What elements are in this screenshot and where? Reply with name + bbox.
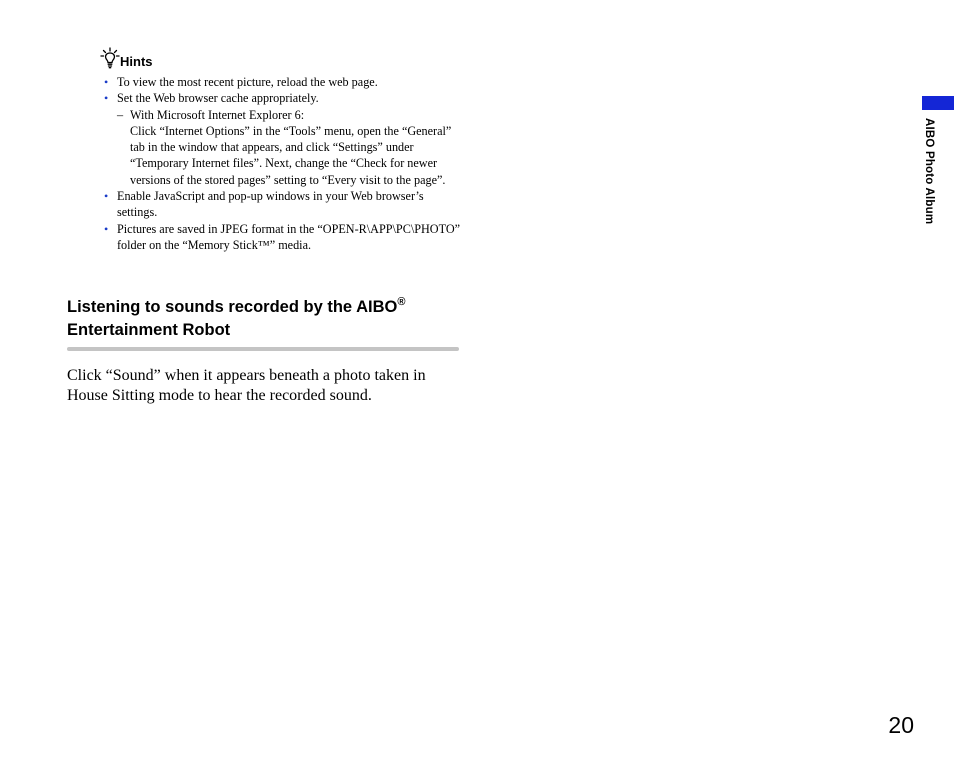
- hint-subitem-text: Click “Internet Options” in the “Tools” menu, open the “General” tab in the window that appears, and click “Settings” under “Temporary Internet files”. Next, change the “Check for newer versions of the stored pages” setting to “Every visit to the page”.: [130, 123, 452, 187]
- hint-subitem: [117, 107, 474, 188]
- hint-text: Enable JavaScript and pop-up windows in your Web browser’s settings.: [117, 189, 424, 220]
- section-body-text: Click “Sound” when it appears beneath a photo taken in House Sitting mode to hear the recorded sound.: [67, 367, 426, 404]
- side-tab-label: AIBO Photo Album: [923, 118, 935, 225]
- page-number: 20: [888, 712, 914, 738]
- hint-text: Set the Web browser cache appropriately.: [117, 91, 319, 106]
- hint-text: To view the most recent picture, reload the web page.: [117, 75, 378, 89]
- hint-item: [104, 90, 474, 188]
- hint-item: [104, 221, 462, 254]
- hints-heading: [100, 49, 153, 69]
- bullet-icon: •: [104, 221, 109, 236]
- hints-list: [104, 74, 474, 253]
- hint-item: [104, 74, 474, 90]
- section-title-part1: Listening to sounds recorded by the AIBO: [67, 298, 398, 316]
- lightbulb-hint-icon: [100, 47, 120, 69]
- section-heading: [67, 296, 467, 342]
- bullet-icon: •: [104, 189, 109, 204]
- bullet-icon: •: [104, 75, 109, 89]
- section-title-part2: Entertainment Robot: [67, 321, 231, 339]
- dash-marker: –: [117, 107, 124, 122]
- hint-subitem-label: With Microsoft Internet Explorer 6:: [130, 107, 305, 122]
- hint-text: Pictures are saved in JPEG format in the “OPEN-R\APP\PC\PHOTO” folder on the “Memory Stick™” media.: [117, 221, 461, 252]
- side-tab-marker: [922, 96, 954, 110]
- hints-label: Hints: [120, 54, 153, 69]
- bullet-icon: •: [104, 91, 109, 106]
- registered-mark: ®: [397, 296, 406, 308]
- hint-item: [104, 188, 457, 221]
- heading-rule: [67, 347, 459, 351]
